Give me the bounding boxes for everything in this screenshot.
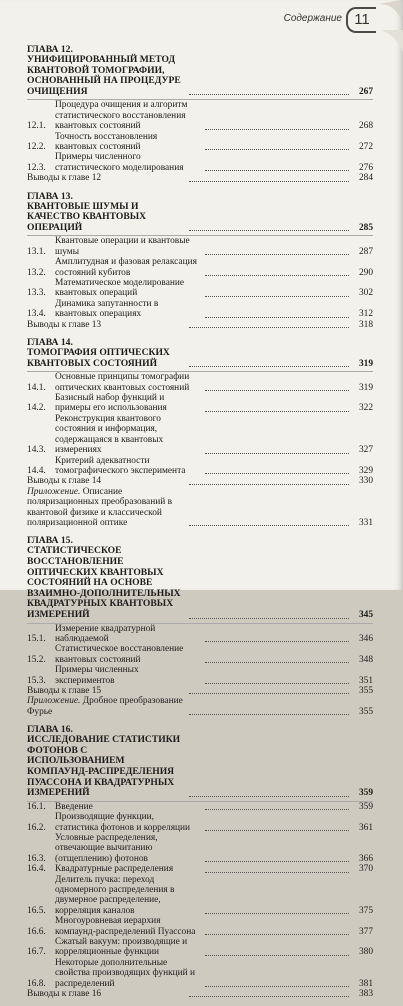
summary-page: 318 (358, 319, 373, 330)
entry-title: Квантовые операции и квантовые шумы (55, 236, 190, 257)
entry-title: Условные распределения, отвечающие вычитанию (отщеплению) фотонов (55, 832, 158, 864)
entry-title: Измерение квадратурной наблюдаемой (55, 623, 156, 644)
leader-dots (205, 986, 349, 987)
entry-title: Математическое моделирование квантовых операций (55, 278, 185, 299)
table-of-contents (27, 44, 373, 1006)
toc-entry[interactable] (27, 152, 373, 173)
leader-dots (189, 796, 349, 797)
entry-number: 12.1. (27, 121, 46, 132)
leader-dots (205, 830, 349, 831)
entry-page: 322 (358, 403, 373, 414)
entry-page: 377 (358, 926, 373, 937)
chapter-heading[interactable] (27, 546, 373, 623)
entry-page: 276 (358, 162, 373, 173)
toc-entry[interactable] (27, 132, 373, 153)
leader-dots (205, 913, 349, 914)
entry-page: 359 (358, 801, 373, 812)
leader-dots (189, 327, 349, 328)
entry-page: 366 (358, 853, 373, 864)
chapter-title-row (27, 55, 373, 97)
chapter-summary[interactable] (27, 476, 373, 486)
entry-page: 290 (358, 267, 373, 278)
summary-title: Выводы к главе 15 (27, 685, 102, 696)
chapter-page: 319 (358, 358, 373, 369)
entry-number: 13.1. (27, 246, 46, 257)
entry-title: Динамика запутанности в квантовых операциях (55, 298, 159, 320)
leader-dots (205, 170, 349, 171)
entry-number: 16.1. (27, 801, 46, 812)
entry-number: 16.2. (27, 822, 46, 833)
chapter-block (27, 724, 373, 999)
entry-title: Амплитудная и фазовая релаксация состояний кубитов (55, 257, 197, 278)
entry-page: 287 (358, 246, 373, 257)
leader-dots (205, 149, 349, 150)
leader-dots (205, 275, 349, 276)
appendix-text: Дробное преобразование Фурье (27, 696, 183, 717)
summary-title: Выводы к главе 12 (27, 173, 102, 184)
entry-number: 16.7. (27, 947, 46, 958)
chapter-title-row (27, 735, 373, 799)
leader-dots (205, 129, 349, 130)
leader-dots (205, 683, 349, 684)
toc-entry[interactable] (27, 833, 373, 864)
leader-dots (189, 996, 349, 997)
entry-title: Базисный набор функций и примеры его использования (55, 393, 167, 414)
entry-title: Точность восстановления квантовых состояний (55, 131, 158, 152)
leader-dots (205, 662, 349, 663)
summary-title: Выводы к главе 16 (27, 989, 102, 1000)
entry-title: Введение (55, 801, 93, 812)
entry-title: Примеры численных экспериментов (55, 665, 139, 686)
entry-number: 13.2. (27, 267, 46, 278)
entry-title: Сжатый вакуум: производящие и корреляционные функции (55, 937, 188, 958)
leader-dots (205, 934, 349, 935)
toc-entry[interactable] (27, 624, 373, 645)
summary-title: Выводы к главе 14 (27, 476, 102, 487)
chapter-title: СТАТИСТИЧЕСКОЕ ВОССТАНОВЛЕНИЕ ОПТИЧЕСКИХ КВАНТОВЫХ СОСТОЯНИЙ НА ОСНОВЕ ВЗАИМНО-ДОПОЛНИТЕЛЬНЫХ КВАДРАТУРНЫХ КВАНТОВЫХ ИЗМЕРЕНИЙ (27, 545, 181, 620)
entry-page: 361 (358, 822, 373, 833)
summary-page: 355 (358, 685, 373, 696)
leader-dots (205, 390, 349, 391)
chapter-heading[interactable] (27, 202, 373, 237)
leader-dots (189, 230, 349, 231)
leader-dots (189, 484, 349, 485)
leader-dots (205, 872, 349, 873)
leader-dots (205, 473, 349, 474)
summary-page: 330 (358, 476, 373, 487)
entry-number: 15.3. (27, 675, 46, 686)
page-number: 11 (346, 7, 376, 33)
leader-dots (189, 693, 349, 694)
toc-entry[interactable] (27, 916, 373, 937)
chapter-label: ГЛАВА 12. (27, 44, 73, 55)
chapter-block (27, 191, 373, 330)
toc-entry[interactable] (27, 372, 373, 393)
entry-title: Квадратурные распределения (55, 864, 174, 875)
entry-page: 327 (358, 445, 373, 456)
chapter-block (27, 337, 373, 528)
chapter-summary[interactable] (27, 320, 373, 330)
entry-number: 16.3. (27, 853, 46, 864)
entry-number: 13.3. (27, 288, 46, 299)
entry-title: Некоторые дополнительные свойства производящих функций и распределений (55, 957, 196, 989)
entry-number: 16.8. (27, 978, 46, 989)
chapter-summary[interactable] (27, 173, 373, 183)
entry-number: 16.6. (27, 926, 46, 937)
chapter-title: ТОМОГРАФИЯ ОПТИЧЕСКИХ КВАНТОВЫХ СОСТОЯНИЙ (27, 347, 170, 369)
toc-entry[interactable] (27, 456, 373, 477)
corner-ornament (377, 0, 403, 60)
toc-entry[interactable] (27, 236, 373, 257)
entry-page: 302 (358, 288, 373, 299)
chapter-appendix[interactable] (27, 696, 373, 717)
leader-dots (189, 181, 349, 182)
entry-page: 329 (358, 465, 373, 476)
entry-page: 319 (358, 382, 373, 393)
chapter-page: 285 (358, 223, 373, 233)
chapter-title: КВАНТОВЫЕ ШУМЫ И КАЧЕСТВО КВАНТОВЫХ ОПЕРАЦИЙ (27, 200, 147, 233)
chapter-title-row (27, 546, 373, 620)
entry-number: 14.4. (27, 465, 46, 476)
chapter-title-row (27, 348, 373, 369)
summary-title: Выводы к главе 13 (27, 319, 102, 330)
chapter-page: 267 (358, 86, 373, 97)
entry-title: Производящие функции, статистика фотонов и корреляции (55, 812, 191, 833)
chapter-page: 345 (358, 610, 373, 621)
leader-dots (189, 94, 349, 95)
appendix-prefix: Приложение. (27, 696, 81, 707)
chapter-title: ИССЛЕДОВАНИЕ СТАТИСТИКИ ФОТОНОВ С ИСПОЛЬЗОВАНИЕМ КОМПАУНД-РАСПРЕДЕЛЕНИЯ ПУАССОНА И КВАДРАТУРНЫХ ИЗМЕРЕНИЙ (27, 734, 181, 799)
entry-title: Реконструкция квантового состояния и информация, содержащаяся в квантовых измерениях (55, 413, 164, 456)
chapter-heading[interactable] (27, 348, 373, 372)
toc-entry[interactable] (27, 278, 373, 299)
entry-title: Делитель пучка: переход одномерного распределения в двумерное распределение, корреляция каналов (55, 874, 175, 916)
entry-title: Примеры численного статистического моделирования (55, 152, 184, 173)
entry-title: Статистическое восстановление квантовых состояний (55, 644, 184, 665)
entry-number: 15.1. (27, 633, 46, 644)
leader-dots (189, 714, 349, 715)
chapter-page: 359 (358, 788, 373, 799)
chapter-summary[interactable] (27, 686, 373, 696)
toc-entry[interactable] (27, 802, 373, 812)
appendix-text: Описание поляризационных преобразований в квантовой физике и классической поляризационной оптике (27, 486, 173, 528)
appendix-page: 355 (358, 706, 373, 717)
chapter-summary[interactable] (27, 989, 373, 999)
entry-page: 351 (358, 675, 373, 686)
entry-page: 268 (358, 121, 373, 132)
chapter-label: ГЛАВА 16. (27, 724, 73, 736)
appendix-title (27, 696, 187, 717)
entry-number: 12.3. (27, 162, 46, 173)
leader-dots (189, 525, 349, 526)
chapter-appendix[interactable] (27, 487, 373, 529)
entry-page: 346 (358, 633, 373, 644)
entry-number: 14.1. (27, 382, 46, 393)
entry-page: 381 (358, 978, 373, 989)
chapter-heading[interactable] (27, 735, 373, 802)
entry-page: 312 (358, 309, 373, 320)
entry-title: Критерий адекватности томографического эксперимента (55, 455, 186, 476)
chapter-heading[interactable] (27, 55, 373, 100)
leader-dots (189, 366, 349, 367)
chapter-title-row (27, 202, 373, 234)
toc-entry[interactable] (27, 812, 373, 833)
toc-entry[interactable] (27, 414, 373, 456)
toc-entry[interactable] (27, 665, 373, 686)
entry-title: Основные принципы томографии оптических квантовых состояний (55, 372, 190, 393)
toc-entry[interactable] (27, 644, 373, 665)
toc-entry[interactable] (27, 257, 373, 278)
appendix-prefix: Приложение. (27, 486, 81, 497)
chapter-label: ГЛАВА 13. (27, 190, 73, 202)
entry-number: 16.5. (27, 905, 46, 916)
entry-page: 380 (358, 947, 373, 958)
entry-number: 16.4. (27, 864, 46, 875)
entry-page: 348 (358, 654, 373, 665)
entry-number: 15.2. (27, 654, 46, 665)
leader-dots (205, 411, 349, 412)
entry-page: 375 (358, 905, 373, 916)
summary-page: 383 (358, 989, 373, 1000)
entry-title: Многоуровневая иерархия компаунд-распределений Пуассона (55, 916, 196, 937)
chapter-label: ГЛАВА 15. (27, 535, 73, 547)
summary-page: 284 (358, 173, 373, 184)
leader-dots (205, 955, 349, 956)
chapter-label: ГЛАВА 14. (27, 337, 73, 349)
toc-entry[interactable] (27, 958, 373, 989)
toc-entry[interactable] (27, 864, 373, 874)
leader-dots (189, 618, 349, 619)
toc-entry[interactable] (27, 875, 373, 917)
appendix-page: 331 (358, 517, 373, 528)
leader-dots (205, 641, 349, 642)
chapter-block (27, 535, 373, 717)
chapter-title: УНИФИЦИРОВАННЫЙ МЕТОД КВАНТОВОЙ ТОМОГРАФИИ, ОСНОВАННЫЙ НА ПРОЦЕДУРЕ ОЧИЩЕНИЯ (27, 54, 181, 97)
leader-dots (205, 254, 349, 255)
entry-title: Процедура очищения и алгоритм статистического восстановления квантовых состояний (55, 100, 188, 132)
entry-page: 370 (358, 864, 373, 875)
running-header: Содержание (283, 13, 342, 24)
leader-dots (205, 296, 349, 297)
leader-dots (205, 453, 349, 454)
toc-entry[interactable] (27, 299, 373, 320)
toc-entry[interactable] (27, 393, 373, 414)
appendix-title (27, 487, 187, 529)
toc-entry[interactable] (27, 937, 373, 958)
entry-page: 272 (358, 142, 373, 152)
entry-number: 12.2. (27, 142, 46, 152)
leader-dots (205, 317, 349, 318)
leader-dots (205, 861, 349, 862)
entry-number: 13.4. (27, 309, 46, 320)
entry-number: 14.3. (27, 445, 46, 456)
toc-entry[interactable] (27, 100, 373, 131)
leader-dots (205, 809, 349, 810)
entry-number: 14.2. (27, 403, 46, 414)
chapter-block (27, 44, 373, 184)
